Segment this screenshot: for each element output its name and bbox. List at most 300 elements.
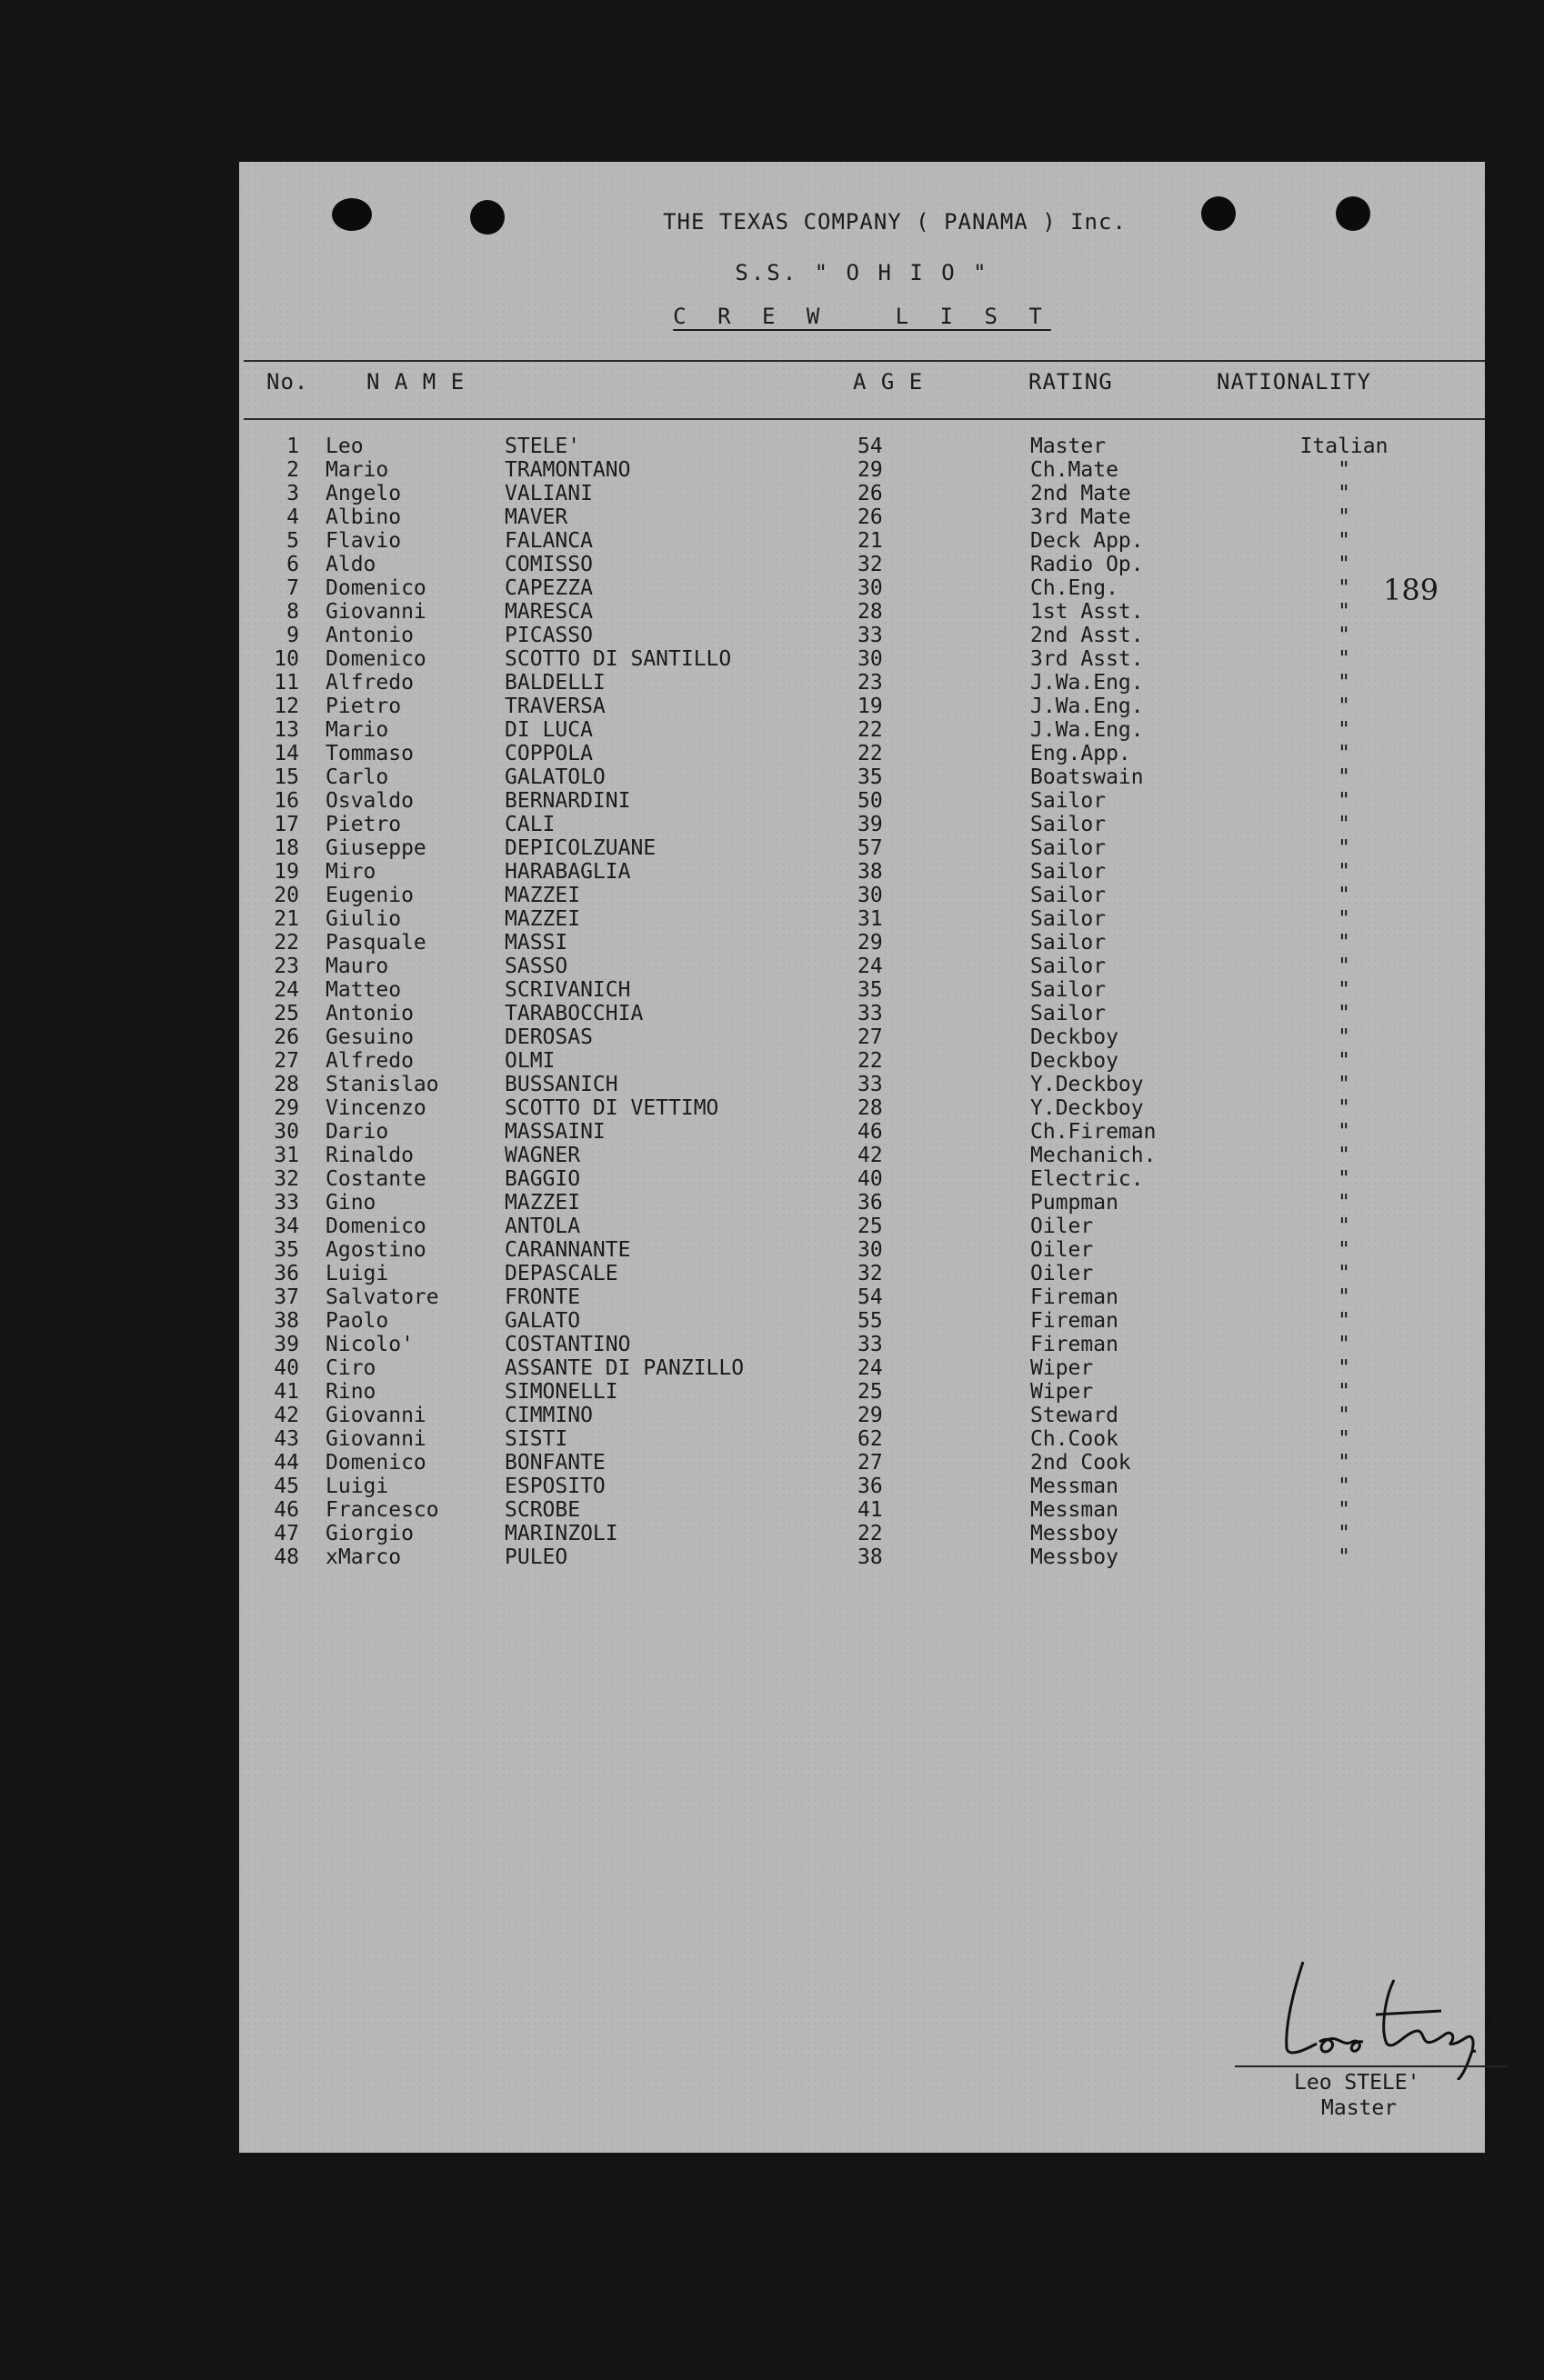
table-row: [239, 1073, 1485, 1096]
crew-nationality: ": [1338, 505, 1350, 529]
crew-age: 50: [857, 789, 883, 813]
crew-number: 46: [274, 1498, 299, 1522]
table-row: [239, 1427, 1485, 1451]
crew-first-name: Gesuino: [326, 1025, 414, 1049]
crew-age: 30: [857, 884, 883, 907]
crew-last-name: MARESCA: [505, 600, 593, 624]
crew-nationality: ": [1338, 718, 1350, 742]
crew-number: 26: [274, 1025, 299, 1049]
crew-number: 20: [274, 884, 299, 907]
crew-age: 29: [857, 931, 883, 955]
crew-first-name: Giorgio: [326, 1522, 414, 1545]
crew-nationality: ": [1338, 884, 1350, 907]
crew-last-name: SIMONELLI: [505, 1380, 618, 1404]
crew-last-name: WAGNER: [505, 1144, 581, 1167]
crew-nationality: ": [1338, 671, 1350, 695]
crew-nationality: ": [1338, 1096, 1350, 1120]
crew-age: 24: [857, 955, 883, 978]
table-row: [239, 765, 1485, 789]
crew-last-name: SASSO: [505, 955, 568, 978]
crew-nationality: ": [1338, 1167, 1350, 1191]
table-row: [239, 576, 1485, 600]
table-row: [239, 1380, 1485, 1404]
crew-first-name: Giovanni: [326, 1427, 426, 1451]
table-row: [239, 1498, 1485, 1522]
crew-rating: Messman: [1030, 1498, 1118, 1522]
crew-first-name: Luigi: [326, 1475, 389, 1498]
crew-rating: Ch.Mate: [1030, 458, 1118, 482]
table-row: [239, 505, 1485, 529]
crew-nationality: ": [1338, 1238, 1350, 1262]
crew-nationality: ": [1338, 1545, 1350, 1569]
crew-first-name: Pietro: [326, 695, 402, 718]
crew-age: 36: [857, 1475, 883, 1498]
crew-rating: Ch.Fireman: [1030, 1120, 1157, 1144]
crew-age: 32: [857, 1262, 883, 1285]
crew-rating: Pumpman: [1030, 1191, 1118, 1215]
crew-first-name: Flavio: [326, 529, 402, 553]
crew-last-name: COMISSO: [505, 553, 593, 576]
crew-age: 33: [857, 1002, 883, 1025]
crew-first-name: Antonio: [326, 624, 414, 647]
signature-line: [1235, 2065, 1508, 2067]
document-page: [239, 162, 1485, 2153]
crew-number: 45: [274, 1475, 299, 1498]
crew-nationality: ": [1338, 1498, 1350, 1522]
table-row: [239, 1522, 1485, 1545]
column-header-age: A G E: [853, 369, 924, 395]
crew-age: 54: [857, 1285, 883, 1309]
crew-rating: Wiper: [1030, 1356, 1094, 1380]
crew-number: 33: [274, 1191, 299, 1215]
crew-age: 23: [857, 671, 883, 695]
signer-title: Master: [1321, 2096, 1398, 2120]
crew-rating: Fireman: [1030, 1333, 1118, 1356]
table-row: [239, 884, 1485, 907]
table-row: [239, 1191, 1485, 1215]
crew-nationality: ": [1338, 1025, 1350, 1049]
crew-age: 28: [857, 1096, 883, 1120]
crew-age: 46: [857, 1120, 883, 1144]
crew-age: 33: [857, 624, 883, 647]
table-row: [239, 1451, 1485, 1475]
crew-nationality: ": [1338, 789, 1350, 813]
table-row: [239, 1144, 1485, 1167]
crew-number: 24: [274, 978, 299, 1002]
crew-rating: Messboy: [1030, 1522, 1118, 1545]
handwritten-signature: [1230, 1944, 1503, 2080]
crew-nationality: ": [1338, 1285, 1350, 1309]
crew-last-name: GALATOLO: [505, 765, 606, 789]
crew-rating: Sailor: [1030, 789, 1107, 813]
crew-number: 2: [286, 458, 299, 482]
table-row: [239, 671, 1485, 695]
table-row: [239, 1545, 1485, 1569]
crew-age: 57: [857, 836, 883, 860]
crew-age: 33: [857, 1333, 883, 1356]
table-row: [239, 1002, 1485, 1025]
company-name: THE TEXAS COMPANY ( PANAMA ) Inc.: [663, 209, 1127, 235]
crew-rating: J.Wa.Eng.: [1030, 718, 1144, 742]
table-row: [239, 1215, 1485, 1238]
crew-age: 25: [857, 1215, 883, 1238]
crew-first-name: Giulio: [326, 907, 402, 931]
crew-last-name: ESPOSITO: [505, 1475, 606, 1498]
crew-rating: 3rd Mate: [1030, 505, 1131, 529]
crew-first-name: Osvaldo: [326, 789, 414, 813]
crew-rating: Mechanich.: [1030, 1144, 1157, 1167]
crew-nationality: ": [1338, 931, 1350, 955]
crew-number: 25: [274, 1002, 299, 1025]
crew-nationality: ": [1338, 955, 1350, 978]
crew-first-name: Vincenzo: [326, 1096, 426, 1120]
crew-last-name: BAGGIO: [505, 1167, 581, 1191]
crew-age: 35: [857, 978, 883, 1002]
crew-number: 42: [274, 1404, 299, 1427]
crew-number: 38: [274, 1309, 299, 1333]
crew-nationality: ": [1338, 1215, 1350, 1238]
crew-number: 5: [286, 529, 299, 553]
crew-rating: Electric.: [1030, 1167, 1144, 1191]
table-row: [239, 907, 1485, 931]
crew-number: 12: [274, 695, 299, 718]
crew-last-name: DEPICOLZUANE: [505, 836, 657, 860]
crew-last-name: ANTOLA: [505, 1215, 581, 1238]
crew-nationality: ": [1338, 813, 1350, 836]
crew-age: 32: [857, 553, 883, 576]
crew-last-name: CALI: [505, 813, 556, 836]
crew-rating: Boatswain: [1030, 765, 1144, 789]
crew-first-name: Alfredo: [326, 1049, 414, 1073]
table-row: [239, 789, 1485, 813]
crew-first-name: Domenico: [326, 1451, 426, 1475]
crew-first-name: Ciro: [326, 1356, 376, 1380]
crew-rating: J.Wa.Eng.: [1030, 695, 1144, 718]
table-row: [239, 647, 1485, 671]
crew-nationality: ": [1338, 1002, 1350, 1025]
crew-rating: Master: [1030, 435, 1107, 458]
crew-first-name: Angelo: [326, 482, 402, 505]
crew-nationality: ": [1338, 1333, 1350, 1356]
crew-rating: Fireman: [1030, 1309, 1118, 1333]
crew-number: 32: [274, 1167, 299, 1191]
crew-last-name: SCROBE: [505, 1498, 581, 1522]
crew-age: 26: [857, 505, 883, 529]
crew-first-name: Eugenio: [326, 884, 414, 907]
crew-rating: Messboy: [1030, 1545, 1118, 1569]
crew-number: 3: [286, 482, 299, 505]
crew-age: 38: [857, 860, 883, 884]
crew-number: 10: [274, 647, 299, 671]
table-row: [239, 1333, 1485, 1356]
crew-number: 48: [274, 1545, 299, 1569]
crew-first-name: Pasquale: [326, 931, 426, 955]
crew-age: 21: [857, 529, 883, 553]
crew-number: 30: [274, 1120, 299, 1144]
crew-nationality: ": [1338, 1120, 1350, 1144]
column-header-no: No.: [266, 369, 309, 395]
crew-last-name: CAPEZZA: [505, 576, 593, 600]
crew-rating: 2nd Cook: [1030, 1451, 1131, 1475]
crew-age: 42: [857, 1144, 883, 1167]
crew-first-name: Rinaldo: [326, 1144, 414, 1167]
crew-number: 19: [274, 860, 299, 884]
column-header-nationality: NATIONALITY: [1217, 369, 1371, 395]
page-number: 189: [1383, 573, 1439, 607]
crew-first-name: Nicolo': [326, 1333, 414, 1356]
crew-number: 43: [274, 1427, 299, 1451]
crew-last-name: BONFANTE: [505, 1451, 606, 1475]
crew-last-name: MAVER: [505, 505, 568, 529]
crew-age: 30: [857, 647, 883, 671]
crew-nationality: ": [1338, 1522, 1350, 1545]
crew-nationality: ": [1338, 1427, 1350, 1451]
crew-last-name: FRONTE: [505, 1285, 581, 1309]
crew-first-name: Domenico: [326, 1215, 426, 1238]
table-row: [239, 482, 1485, 505]
crew-number: 16: [274, 789, 299, 813]
crew-number: 22: [274, 931, 299, 955]
crew-first-name: Agostino: [326, 1238, 426, 1262]
crew-rating: Sailor: [1030, 836, 1107, 860]
crew-rating: J.Wa.Eng.: [1030, 671, 1144, 695]
crew-age: 40: [857, 1167, 883, 1191]
crew-first-name: Domenico: [326, 647, 426, 671]
crew-last-name: MAZZEI: [505, 907, 581, 931]
crew-first-name: Leo: [326, 435, 364, 458]
crew-age: 27: [857, 1025, 883, 1049]
crew-last-name: MAZZEI: [505, 884, 581, 907]
crew-age: 25: [857, 1380, 883, 1404]
crew-last-name: COSTANTINO: [505, 1333, 631, 1356]
crew-nationality: ": [1338, 1356, 1350, 1380]
crew-last-name: MAZZEI: [505, 1191, 581, 1215]
crew-number: 21: [274, 907, 299, 931]
crew-number: 29: [274, 1096, 299, 1120]
crew-nationality: ": [1338, 1049, 1350, 1073]
crew-number: 39: [274, 1333, 299, 1356]
crew-first-name: Rino: [326, 1380, 376, 1404]
crew-number: 34: [274, 1215, 299, 1238]
crew-nationality: ": [1338, 907, 1350, 931]
table-row: [239, 553, 1485, 576]
crew-rating: 3rd Asst.: [1030, 647, 1144, 671]
crew-nationality: ": [1338, 1144, 1350, 1167]
crew-age: 30: [857, 576, 883, 600]
crew-last-name: SCOTTO DI VETTIMO: [505, 1096, 719, 1120]
table-row: [239, 718, 1485, 742]
crew-nationality: ": [1338, 529, 1350, 553]
crew-first-name: Aldo: [326, 553, 376, 576]
crew-last-name: MARINZOLI: [505, 1522, 618, 1545]
crew-number: 15: [274, 765, 299, 789]
crew-rating: Sailor: [1030, 1002, 1107, 1025]
column-header-rating: RATING: [1028, 369, 1113, 395]
crew-number: 14: [274, 742, 299, 765]
crew-rating: Deck App.: [1030, 529, 1144, 553]
crew-age: 28: [857, 600, 883, 624]
crew-nationality: ": [1338, 624, 1350, 647]
crew-last-name: MASSAINI: [505, 1120, 606, 1144]
crew-first-name: Alfredo: [326, 671, 414, 695]
table-row: [239, 742, 1485, 765]
crew-number: 11: [274, 671, 299, 695]
crew-number: 8: [286, 600, 299, 624]
header-rule-bottom: [244, 418, 1485, 420]
crew-rating: Sailor: [1030, 955, 1107, 978]
crew-nationality: ": [1338, 1380, 1350, 1404]
crew-rating: Ch.Cook: [1030, 1427, 1118, 1451]
crew-first-name: Costante: [326, 1167, 426, 1191]
crew-first-name: Salvatore: [326, 1285, 439, 1309]
signer-name: Leo STELE': [1294, 2071, 1420, 2095]
crew-first-name: Domenico: [326, 576, 426, 600]
crew-number: 36: [274, 1262, 299, 1285]
crew-age: 19: [857, 695, 883, 718]
crew-rating: Wiper: [1030, 1380, 1094, 1404]
crew-age: 54: [857, 435, 883, 458]
table-row: [239, 978, 1485, 1002]
crew-rating: Deckboy: [1030, 1025, 1118, 1049]
crew-nationality: ": [1338, 1073, 1350, 1096]
ship-name: S.S. " O H I O ": [735, 260, 989, 285]
crew-nationality: ": [1338, 978, 1350, 1002]
crew-rating: Deckboy: [1030, 1049, 1118, 1073]
crew-first-name: Paolo: [326, 1309, 389, 1333]
table-row: [239, 813, 1485, 836]
crew-nationality: ": [1338, 1404, 1350, 1427]
crew-nationality: ": [1338, 553, 1350, 576]
crew-nationality: ": [1338, 1475, 1350, 1498]
crew-last-name: GALATO: [505, 1309, 581, 1333]
crew-first-name: Carlo: [326, 765, 389, 789]
crew-last-name: COPPOLA: [505, 742, 593, 765]
table-row: [239, 1025, 1485, 1049]
crew-age: 31: [857, 907, 883, 931]
crew-rating: Sailor: [1030, 907, 1107, 931]
crew-last-name: PICASSO: [505, 624, 593, 647]
crew-number: 23: [274, 955, 299, 978]
crew-last-name: DEROSAS: [505, 1025, 593, 1049]
crew-last-name: TARABOCCHIA: [505, 1002, 644, 1025]
crew-nationality: ": [1338, 458, 1350, 482]
crew-number: 37: [274, 1285, 299, 1309]
table-row: [239, 1049, 1485, 1073]
crew-number: 27: [274, 1049, 299, 1073]
crew-rating: Steward: [1030, 1404, 1118, 1427]
table-row: [239, 836, 1485, 860]
crew-age: 29: [857, 458, 883, 482]
crew-rating: Sailor: [1030, 884, 1107, 907]
crew-last-name: TRAVERSA: [505, 695, 606, 718]
crew-age: 36: [857, 1191, 883, 1215]
crew-nationality: ": [1338, 647, 1350, 671]
crew-number: 28: [274, 1073, 299, 1096]
crew-age: 62: [857, 1427, 883, 1451]
crew-age: 29: [857, 1404, 883, 1427]
crew-first-name: Francesco: [326, 1498, 439, 1522]
crew-first-name: Gino: [326, 1191, 376, 1215]
table-row: [239, 1285, 1485, 1309]
crew-number: 7: [286, 576, 299, 600]
crew-rating: Messman: [1030, 1475, 1118, 1498]
crew-last-name: DEPASCALE: [505, 1262, 618, 1285]
crew-first-name: Giovanni: [326, 600, 426, 624]
crew-nationality: ": [1338, 1451, 1350, 1475]
table-row: [239, 1120, 1485, 1144]
crew-number: 1: [286, 435, 299, 458]
crew-age: 27: [857, 1451, 883, 1475]
table-row: [239, 458, 1485, 482]
crew-nationality: ": [1338, 860, 1350, 884]
crew-age: 22: [857, 718, 883, 742]
crew-last-name: STELE': [505, 435, 581, 458]
crew-age: 41: [857, 1498, 883, 1522]
crew-first-name: Giuseppe: [326, 836, 426, 860]
crew-last-name: SISTI: [505, 1427, 568, 1451]
crew-age: 33: [857, 1073, 883, 1096]
crew-table: [239, 435, 1485, 1569]
column-header-name: N A M E: [366, 369, 466, 395]
crew-first-name: Mario: [326, 458, 389, 482]
crew-rating: Sailor: [1030, 931, 1107, 955]
table-row: [239, 860, 1485, 884]
table-row: [239, 1309, 1485, 1333]
crew-rating: Fireman: [1030, 1285, 1118, 1309]
header-rule-top: [244, 360, 1485, 362]
crew-last-name: PULEO: [505, 1545, 568, 1569]
crew-rating: Eng.App.: [1030, 742, 1131, 765]
table-row: [239, 1167, 1485, 1191]
crew-first-name: Luigi: [326, 1262, 389, 1285]
page-title: C R E W L I S T: [673, 304, 1051, 329]
crew-first-name: Albino: [326, 505, 402, 529]
crew-age: 24: [857, 1356, 883, 1380]
crew-first-name: Tommaso: [326, 742, 414, 765]
table-row: [239, 435, 1485, 458]
crew-rating: Radio Op.: [1030, 553, 1144, 576]
crew-number: 41: [274, 1380, 299, 1404]
crew-rating: Oiler: [1030, 1262, 1094, 1285]
crew-first-name: Stanislao: [326, 1073, 439, 1096]
table-row: [239, 624, 1485, 647]
crew-last-name: FALANCA: [505, 529, 593, 553]
crew-number: 35: [274, 1238, 299, 1262]
crew-first-name: Miro: [326, 860, 376, 884]
crew-nationality: ": [1338, 1262, 1350, 1285]
crew-age: 26: [857, 482, 883, 505]
crew-rating: Oiler: [1030, 1215, 1094, 1238]
crew-age: 30: [857, 1238, 883, 1262]
table-row: [239, 1238, 1485, 1262]
crew-number: 13: [274, 718, 299, 742]
crew-number: 17: [274, 813, 299, 836]
crew-last-name: SCOTTO DI SANTILLO: [505, 647, 732, 671]
crew-first-name: Antonio: [326, 1002, 414, 1025]
crew-age: 55: [857, 1309, 883, 1333]
crew-last-name: DI LUCA: [505, 718, 593, 742]
crew-nationality: ": [1338, 1191, 1350, 1215]
crew-nationality: ": [1338, 482, 1350, 505]
crew-nationality: Italian: [1299, 435, 1389, 458]
crew-first-name: Mauro: [326, 955, 389, 978]
crew-age: 22: [857, 1522, 883, 1545]
crew-first-name: Matteo: [326, 978, 402, 1002]
crew-last-name: ASSANTE DI PANZILLO: [505, 1356, 745, 1380]
crew-rating: Ch.Eng.: [1030, 576, 1118, 600]
crew-number: 31: [274, 1144, 299, 1167]
crew-last-name: SCRIVANICH: [505, 978, 631, 1002]
